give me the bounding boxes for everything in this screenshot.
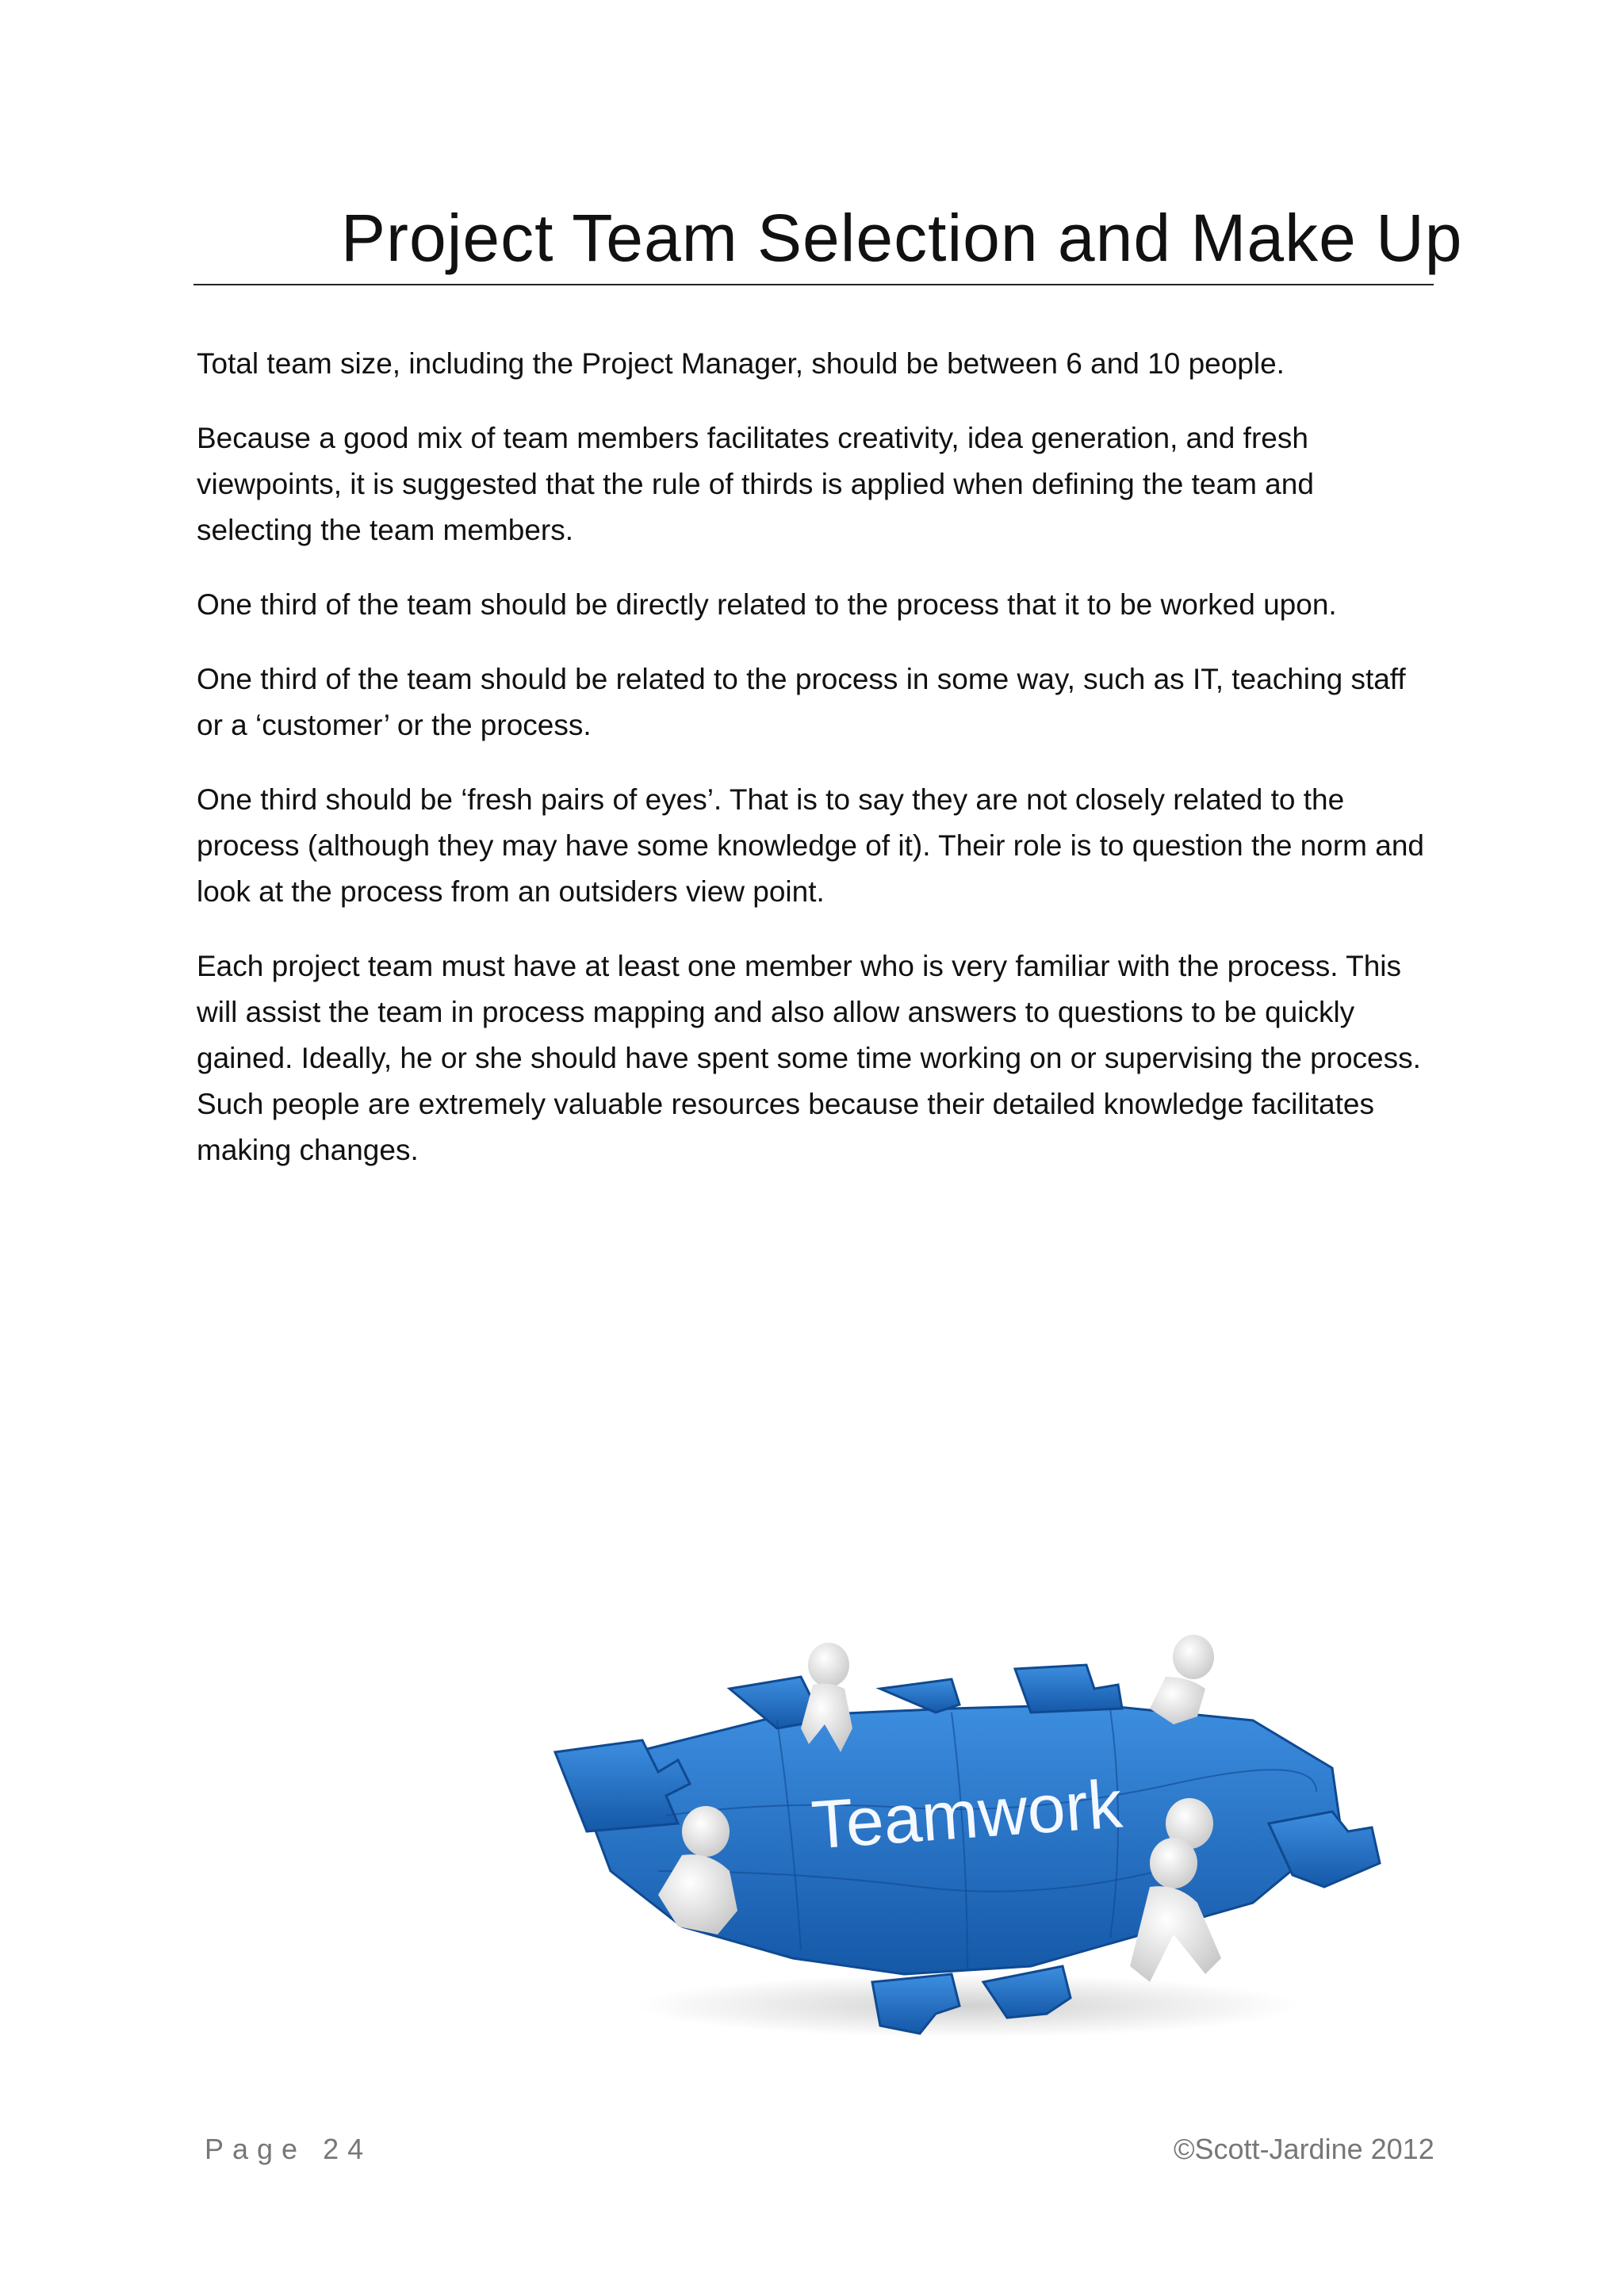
body-text bbox=[197, 341, 1434, 1202]
paragraph-first-third: One third of the team should be directly related to the process that it to be worked upon. bbox=[197, 588, 1337, 621]
paragraph-team-size: Total team size, including the Project Manager, should be between 6 and 10 people. bbox=[197, 347, 1285, 380]
copyright-notice: ©Scott-Jardine 2012 bbox=[1174, 2133, 1434, 2165]
teamwork-puzzle-image bbox=[539, 1633, 1396, 2061]
page-number: Page 24 bbox=[205, 2133, 373, 2165]
title-divider bbox=[193, 284, 1434, 285]
teamwork-illustration bbox=[539, 1633, 1396, 2061]
teamwork-word: Teamwork bbox=[809, 1766, 1125, 1864]
page-title: Project Team Selection and Make Up bbox=[341, 201, 1463, 275]
paragraph-team-mix: Because a good mix of team members facilitates creativity, idea generation, and fresh viewpoints, it is suggested that the rule of thirds is applied when defining the team and selecting the team members. bbox=[197, 422, 1314, 546]
paragraph-process-expert: Each project team must have at least one member who is very familiar with the process. This will assist the team in process mapping and also allow answers to questions to be quickly gained. Ideally, he or she should have spent some time working on or supervising the process. Such people are extremely valuable resources because their detailed knowledge facilitates making changes. bbox=[197, 950, 1421, 1166]
figure-top-right bbox=[1150, 1635, 1214, 1724]
paragraph-second-third: One third of the team should be related to the process in some way, such as IT, teaching staff or a ‘customer’ or the process. bbox=[197, 663, 1406, 741]
paragraph-final-third: One third should be ‘fresh pairs of eyes’. That is to say they are not closely related to the process (although they may have some knowledge of it). Their role is to question the norm and look at the process from an outsiders view point. bbox=[197, 783, 1424, 908]
